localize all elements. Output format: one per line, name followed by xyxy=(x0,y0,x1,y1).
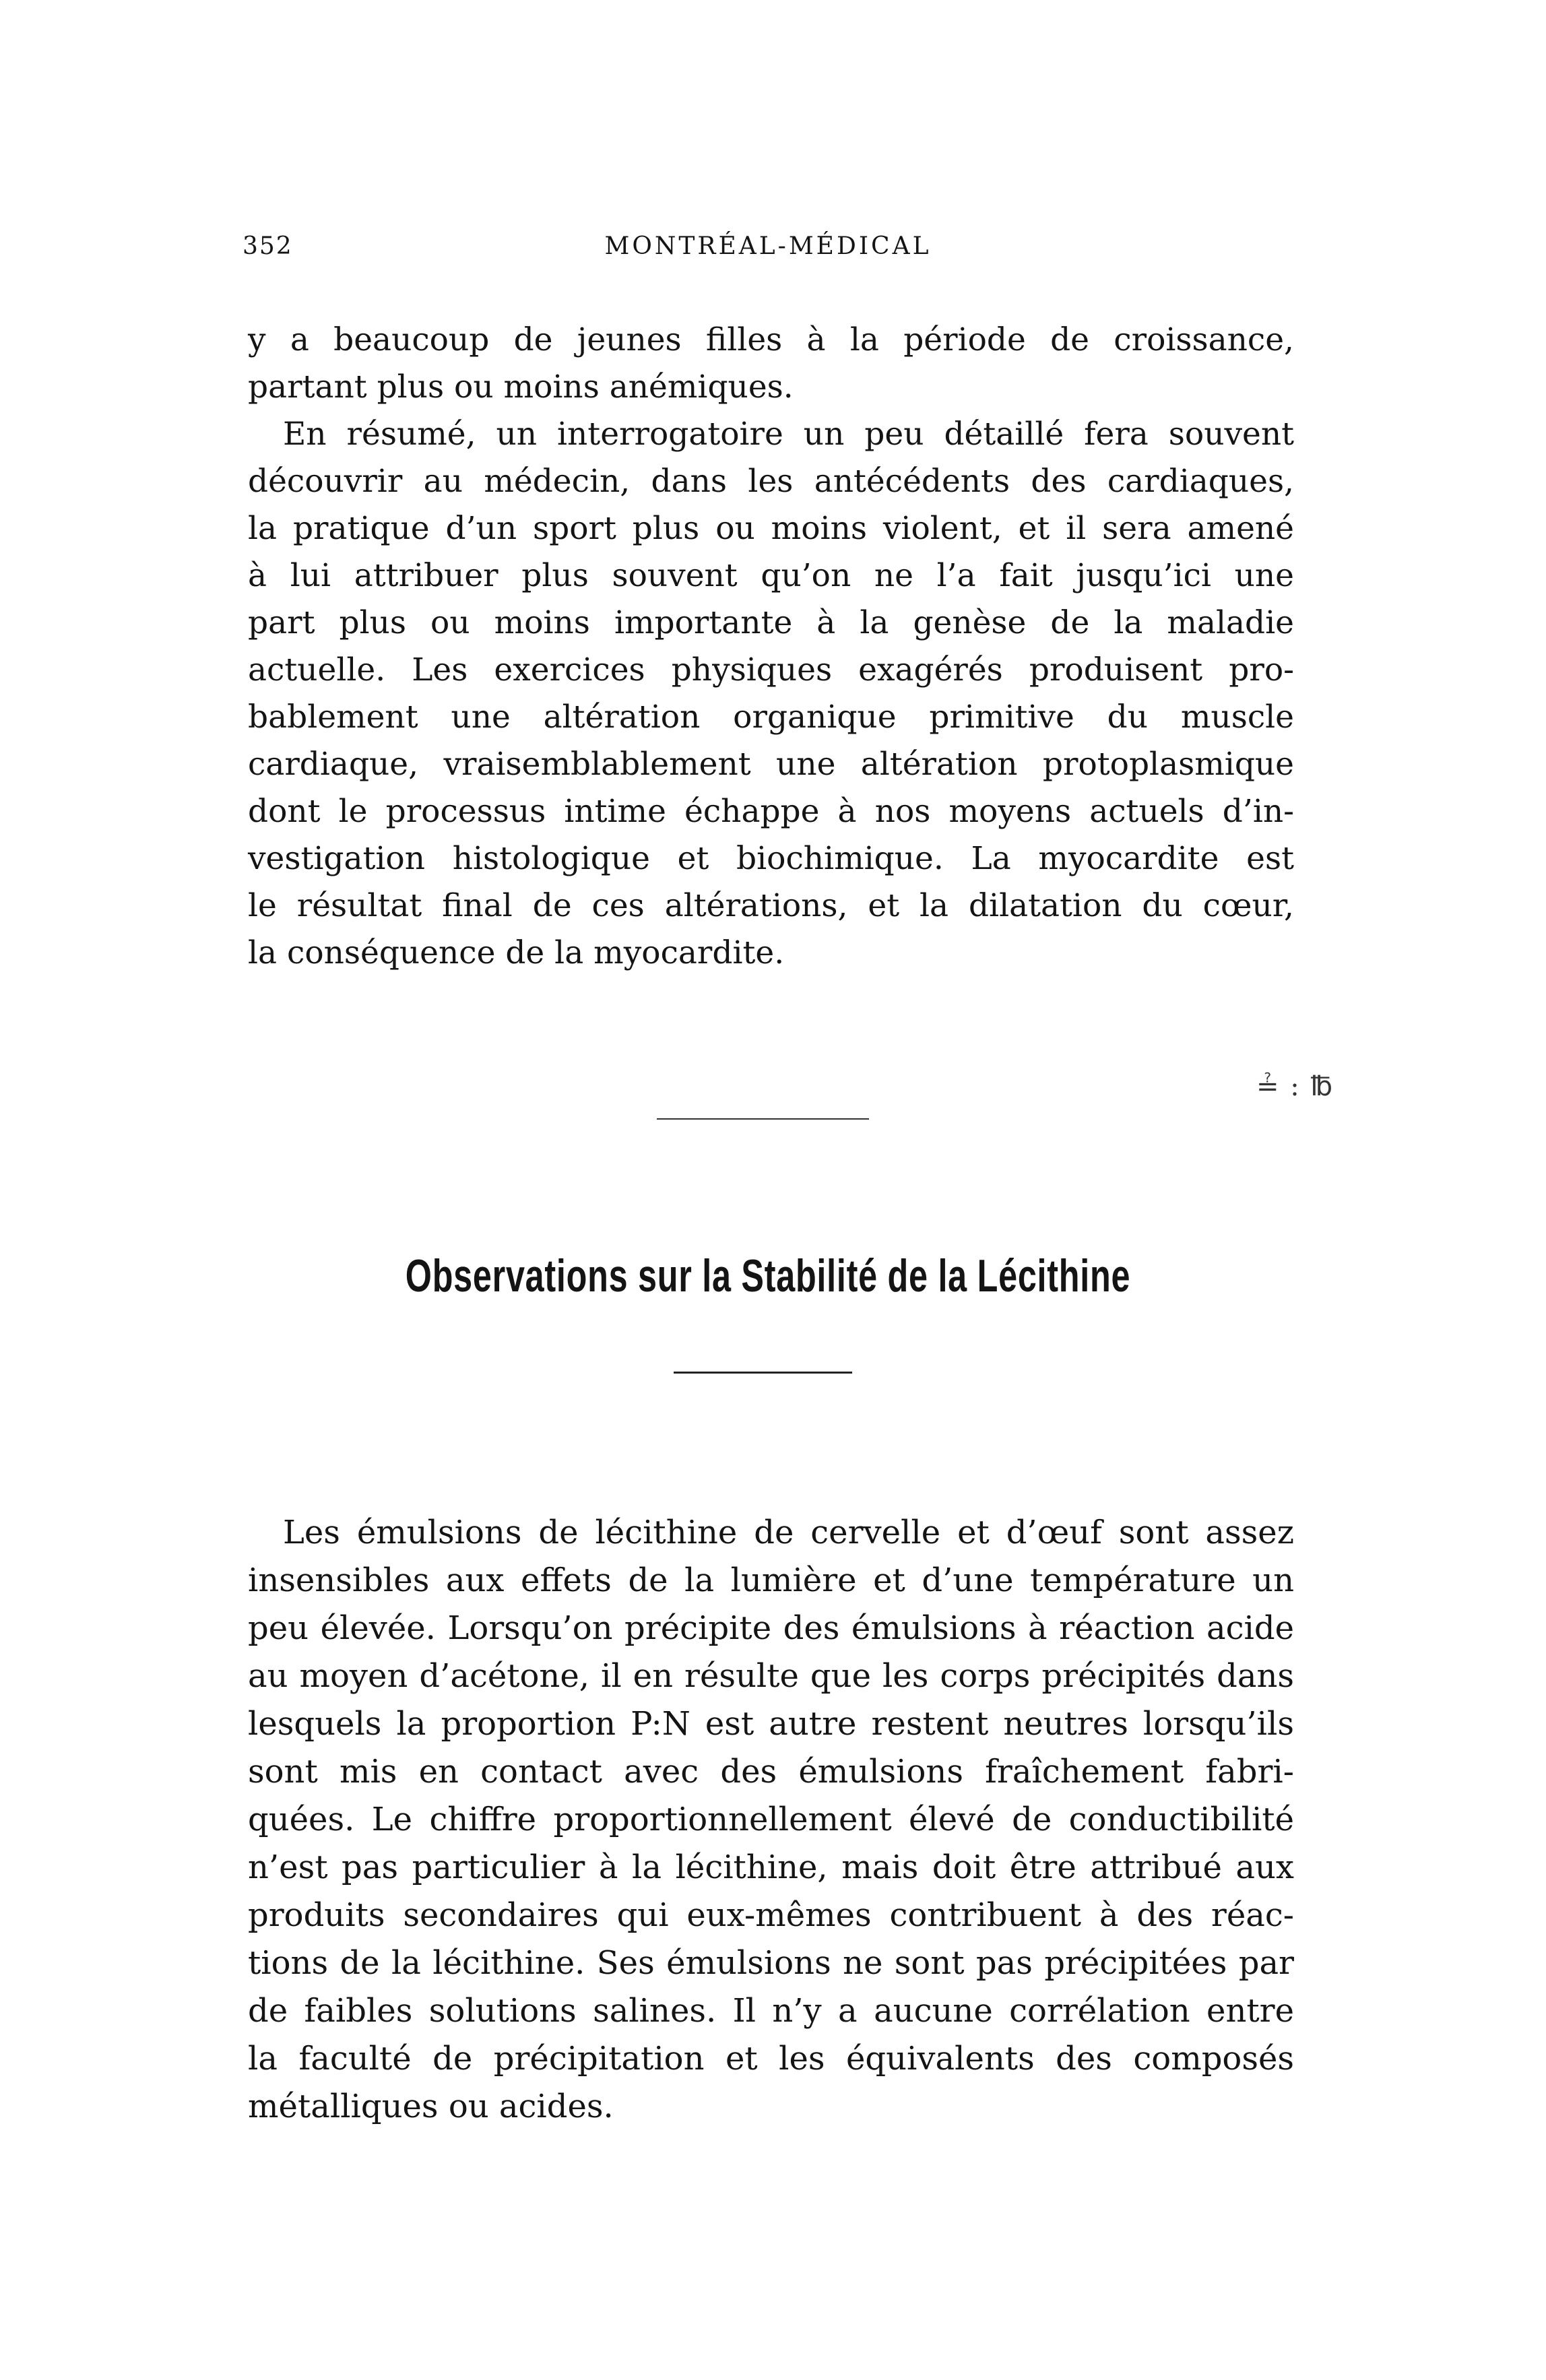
text-line: produits secondaires qui eux-mêmes contribuent à des réac- xyxy=(248,1896,1294,1934)
text-line: y a beaucoup de jeunes filles à la période de croissance, xyxy=(248,321,1294,358)
running-head xyxy=(243,232,1293,273)
text-line: bablement une altération organique primitive du muscle xyxy=(248,699,1294,736)
text-line: peu élevée. Lorsqu’on précipite des émulsions à réaction acide xyxy=(248,1609,1294,1647)
text-line: découvrir au médecin, dans les antécédents des cardiaques, xyxy=(248,463,1294,500)
text-line: la pratique d’un sport plus ou moins violent, et il sera amené xyxy=(248,510,1294,547)
article-title: Observations sur la Stabilité de la Lécithine xyxy=(405,1250,1131,1301)
text-line: au moyen d’acétone, il en résulte que les corps précipités dans xyxy=(248,1657,1294,1695)
text-line: quées. Le chiffre proportionnellement élevé de conductibilité xyxy=(248,1801,1294,1838)
continued-text-block xyxy=(248,317,1294,977)
text-line: cardiaque, vraisemblablement une altération protoplasmique xyxy=(248,746,1294,783)
article-body xyxy=(248,1509,1294,2131)
text-line: part plus ou moins importante à la genèse de la maladie xyxy=(248,604,1294,641)
text-line: lesquels la proportion P:N est autre restent neutres lorsqu’ils xyxy=(248,1705,1294,1743)
text-line: n’est pas particulier à la lécithine, mais doit être attribué aux xyxy=(248,1848,1294,1886)
text-line: insensibles aux effets de la lumière et d’une température un xyxy=(248,1562,1294,1599)
text-line: de faibles solutions salines. Il n’y a aucune corrélation entre xyxy=(248,1992,1294,2030)
text-line: la conséquence de la myocardite. xyxy=(248,934,785,971)
text-line: Les émulsions de lécithine de cervelle et d’œuf sont assez xyxy=(283,1514,1294,1551)
text-line: actuelle. Les exercices physiques exagérés produisent pro- xyxy=(248,651,1294,688)
text-line: la faculté de précipitation et les équivalents des composés xyxy=(248,2040,1294,2078)
margin-mark: ≟ : ℔ xyxy=(1256,1071,1334,1102)
text-line: dont le processus intime échappe à nos moyens actuels d’in- xyxy=(248,793,1294,830)
journal-title: MONTRÉAL-MÉDICAL xyxy=(604,232,932,260)
text-line: le résultat final de ces altérations, et la dilatation du cœur, xyxy=(248,887,1294,924)
section-divider xyxy=(657,1118,869,1120)
text-line: vestigation histologique et biochimique. La myocardite est xyxy=(248,840,1294,877)
text-line: métalliques ou acides. xyxy=(248,2088,614,2125)
text-line: sont mis en contact avec des émulsions fraîchement fabri- xyxy=(248,1753,1294,1791)
page-number: 352 xyxy=(243,232,293,260)
title-rule xyxy=(674,1372,852,1374)
text-line: partant plus ou moins anémiques. xyxy=(248,368,794,406)
text-line: En résumé, un interrogatoire un peu détaillé fera souvent xyxy=(283,416,1294,453)
text-line: à lui attribuer plus souvent qu’on ne l’a fait jusqu’ici une xyxy=(248,557,1294,594)
text-line: tions de la lécithine. Ses émulsions ne sont pas précipitées par xyxy=(248,1944,1294,1982)
